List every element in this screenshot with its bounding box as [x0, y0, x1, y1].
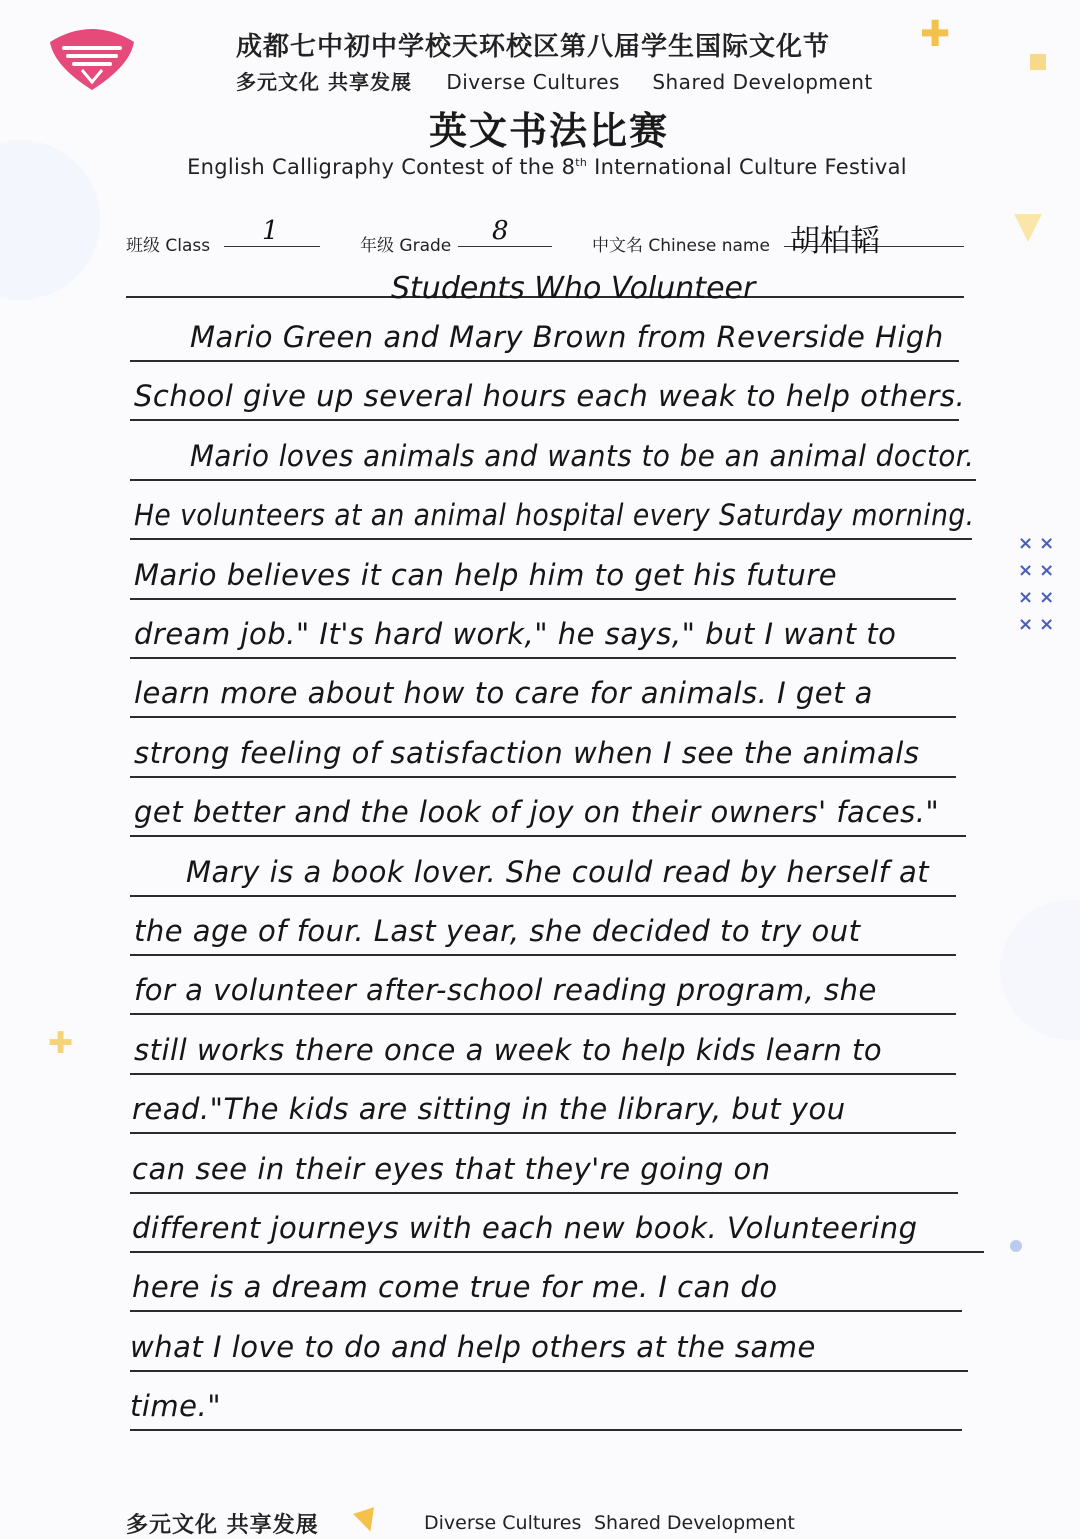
header-slogan — [236, 66, 899, 95]
essay-rule — [130, 360, 959, 362]
essay-line: Mary is a book lover. She could read by herself at — [186, 855, 930, 889]
essay-rule — [130, 538, 972, 540]
essay-rule — [130, 598, 956, 600]
essay-rule — [130, 1192, 958, 1194]
essay-line: can see in their eyes that they're going on — [132, 1152, 771, 1186]
name-label: 中文名 Chinese name — [592, 236, 770, 256]
essay-rule — [130, 419, 959, 421]
essay-rule — [130, 954, 956, 956]
essay-line: still works there once a week to help kids learn to — [134, 1033, 883, 1067]
essay-rule — [130, 1132, 956, 1134]
slogan-en-2: Shared Development — [652, 70, 873, 94]
essay-rule — [130, 657, 956, 659]
essay-line: different journeys with each new book. Volunteering — [132, 1211, 918, 1245]
name-value: 胡柏韬 — [790, 224, 880, 259]
essay-line: dream job." It's hard work," he says," but I want to — [134, 617, 897, 651]
essay-line: Mario believes it can help him to get his future — [134, 558, 838, 592]
school-festival-title: 成都七中初中学校天环校区第八届学生国际文化节 — [236, 32, 831, 62]
essay-line: get better and the look of joy on their owners' faces." — [134, 795, 940, 829]
grade-underline — [458, 246, 552, 247]
slogan-cn: 多元文化 共享发展 — [236, 70, 412, 94]
class-underline — [224, 246, 320, 247]
essay-line: Mario loves animals and wants to be an animal doctor. — [190, 439, 975, 473]
essay-rule — [130, 716, 956, 718]
essay-line: time." — [130, 1389, 222, 1423]
essay-rule — [130, 895, 956, 897]
essay-line: read."The kids are sitting in the library, but you — [132, 1092, 846, 1126]
class-value: 1 — [262, 216, 279, 246]
grade-label: 年级 Grade — [360, 236, 452, 256]
sparkle-icon — [353, 1507, 381, 1535]
essay-rule — [130, 835, 966, 837]
footer-slogan-en-2: Shared Development — [594, 1512, 795, 1534]
essay-line: what I love to do and help others at the same — [130, 1330, 816, 1364]
essay-rule — [130, 776, 956, 778]
essay-line: School give up several hours each weak to help others. — [134, 379, 966, 413]
class-label: 班级 Class — [126, 236, 211, 256]
contest-title-en-sup: th — [575, 156, 588, 169]
background-blob — [1000, 900, 1080, 1040]
grade-value: 8 — [492, 216, 509, 246]
footer-slogan-en-1: Diverse Cultures — [424, 1512, 582, 1534]
essay-line: learn more about how to care for animals. I get a — [134, 676, 873, 710]
essay-line: strong feeling of satisfaction when I see the animals — [134, 736, 920, 770]
essay-line: Mario Green and Mary Brown from Reverside High — [190, 320, 944, 354]
essay-title: Students Who Volunteer — [391, 271, 756, 306]
essay-line: here is a dream come true for me. I can do — [132, 1270, 778, 1304]
contest-title-en — [0, 155, 1080, 179]
essay-line: He volunteers at an animal hospital every Saturday morning. — [134, 498, 975, 532]
essay-rule — [130, 1429, 962, 1431]
essay-rule — [130, 1310, 962, 1312]
essay-rule — [130, 1073, 956, 1075]
sparkle-icon — [1030, 54, 1046, 70]
contest-title-en-post: International Culture Festival — [587, 155, 907, 179]
essay-rule — [130, 1251, 984, 1253]
contest-title-en-pre: English Calligraphy Contest of the 8 — [187, 155, 576, 179]
background-blob — [1010, 1240, 1022, 1252]
sparkle-icon: ✚ — [920, 14, 951, 55]
footer-slogan-cn: 多元文化 共享发展 — [126, 1513, 319, 1538]
essay-line: the age of four. Last year, she decided to try out — [134, 914, 861, 948]
school-logo — [44, 22, 140, 92]
slogan-en-1: Diverse Cultures — [446, 70, 620, 94]
essay-rule — [130, 479, 976, 481]
contest-title-cn: 英文书法比赛 — [428, 109, 669, 153]
essay-rule — [130, 1013, 956, 1015]
sparkle-icon: ✚ — [48, 1026, 74, 1061]
sparkle-icon — [1014, 214, 1042, 242]
decorative-x-marks: ×× ×× ×× ×× — [1018, 533, 1061, 635]
essay-line: for a volunteer after-school reading program, she — [134, 973, 877, 1007]
essay-rule — [130, 1370, 968, 1372]
